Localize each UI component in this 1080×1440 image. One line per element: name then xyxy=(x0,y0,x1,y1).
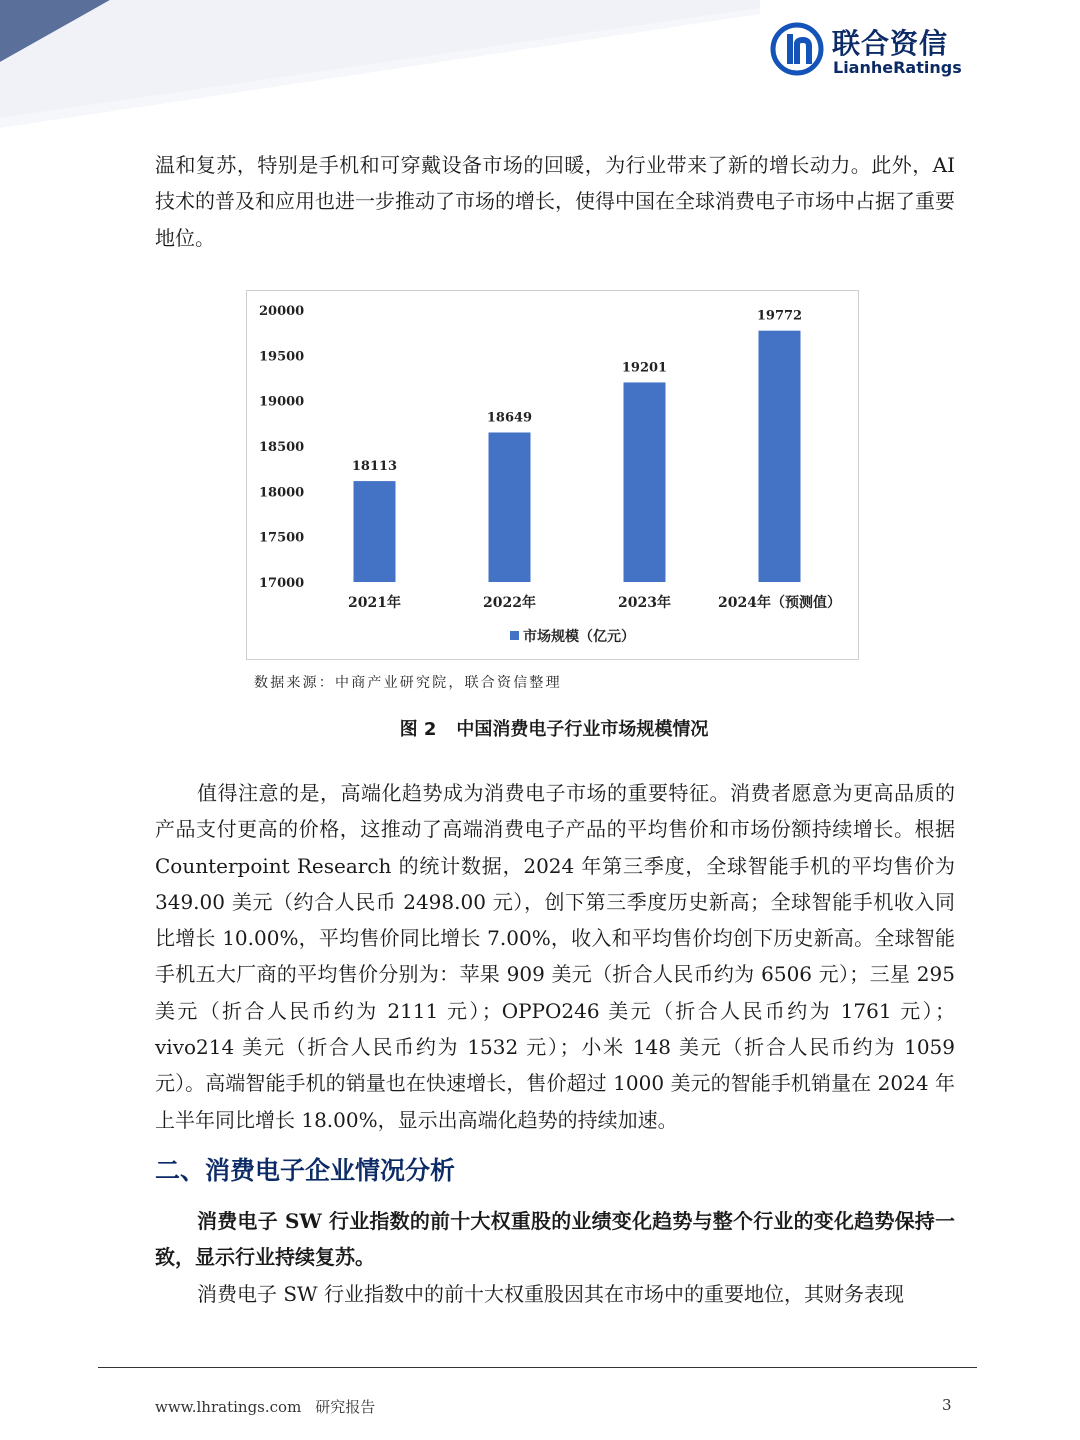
brand-logo xyxy=(770,20,970,80)
brand-name-en: LianheRatings xyxy=(833,58,962,77)
chart-canvas xyxy=(247,291,858,659)
figure-source: 数据来源：中商产业研究院，联合资信整理 xyxy=(254,675,562,691)
paragraph-key-finding: 消费电子 SW 行业指数的前十大权重股的业绩变化趋势与整个行业的变化趋势保持一致，显示行业持续复苏。 xyxy=(155,1209,955,1270)
section-heading: 二、消费电子企业情况分析 xyxy=(155,1156,456,1185)
market-size-chart xyxy=(246,290,859,660)
y-tick-label: 19000 xyxy=(259,394,305,410)
y-tick-label: 17000 xyxy=(259,576,305,591)
figure-caption-text: 中国消费电子行业市场规模情况 xyxy=(456,719,709,740)
brand-name-cn: 联合资信 xyxy=(832,27,949,60)
paragraph-premium-trend: 值得注意的是，高端化趋势成为消费电子市场的重要特征。消费者愿意为更高品质的产品支付更高的价格，这推动了高端消费电子产品的平均售价和市场份额持续增长。根据 Counterpoint Research 的统计数据，2024 年第三季度，全球智能手机的平均售价为 349.00 美元（约合人民币 2498.00 元），创下第三季度历史新高；全球智能手机收入同比增长 10.00%，平均售价同比增长 7.00%，收入和平均售价均创下历史新高。全球智能手机五大厂商的平均售价分别为：苹果 909 美元（折合人民币约为 6506 元）；三星 295 美元（折合人民币约为 2111 元）；OPPO246 美元（折合人民币约为 1761 元）；vivo214 美元（折合人民币约为 1532 元）；小米 148 美元（折合人民币约为 1059 元）。高端智能手机的销量也在快速增长，售价超过 1000 美元的智能手机销量在 2024 年上半年同比增长 18.00%，显示出高端化趋势的持续加速。 xyxy=(155,781,955,1132)
y-tick-label: 18000 xyxy=(259,485,305,501)
brand-logo-icon xyxy=(770,22,824,76)
y-tick-label: 19500 xyxy=(259,349,305,365)
paragraph-intro-continued: 温和复苏，特别是手机和可穿戴设备市场的回暖，为行业带来了新的增长动力。此外，AI 技术的普及和应用也进一步推动了市场的增长，使得中国在全球消费电子市场中占据了重要地位。 xyxy=(155,153,955,250)
legend-swatch xyxy=(510,631,519,640)
bar-2023年 xyxy=(624,382,666,582)
y-tick-label: 20000 xyxy=(259,304,305,319)
header-decoration xyxy=(0,0,760,130)
data-label: 18649 xyxy=(486,410,533,426)
footer-info xyxy=(155,1396,375,1417)
data-label: 19201 xyxy=(621,360,668,376)
figure-caption xyxy=(0,715,1080,741)
footer-website: www.lhratings.com xyxy=(155,1398,302,1416)
figure-caption-label: 图 2 xyxy=(399,719,437,740)
footer-doc-type: 研究报告 xyxy=(315,1398,376,1416)
data-label: 18113 xyxy=(351,459,398,475)
x-tick-label: 2024年（预测值） xyxy=(718,595,841,611)
footer-divider xyxy=(98,1367,977,1368)
bar-2024年（预测值） xyxy=(759,331,801,582)
page-number: 3 xyxy=(942,1396,952,1414)
x-tick-label: 2021年 xyxy=(348,595,401,611)
y-tick-label: 18500 xyxy=(259,440,305,455)
x-tick-label: 2023年 xyxy=(618,595,671,611)
x-tick-label: 2022年 xyxy=(483,595,536,611)
y-tick-label: 17500 xyxy=(259,530,305,546)
data-label: 19772 xyxy=(756,308,803,324)
legend-label: 市场规模（亿元） xyxy=(523,629,635,645)
paragraph-top-stocks: 消费电子 SW 行业指数中的前十大权重股因其在市场中的重要地位，其财务表现 xyxy=(197,1282,904,1306)
bar-2022年 xyxy=(489,432,531,582)
bar-2021年 xyxy=(354,481,396,582)
